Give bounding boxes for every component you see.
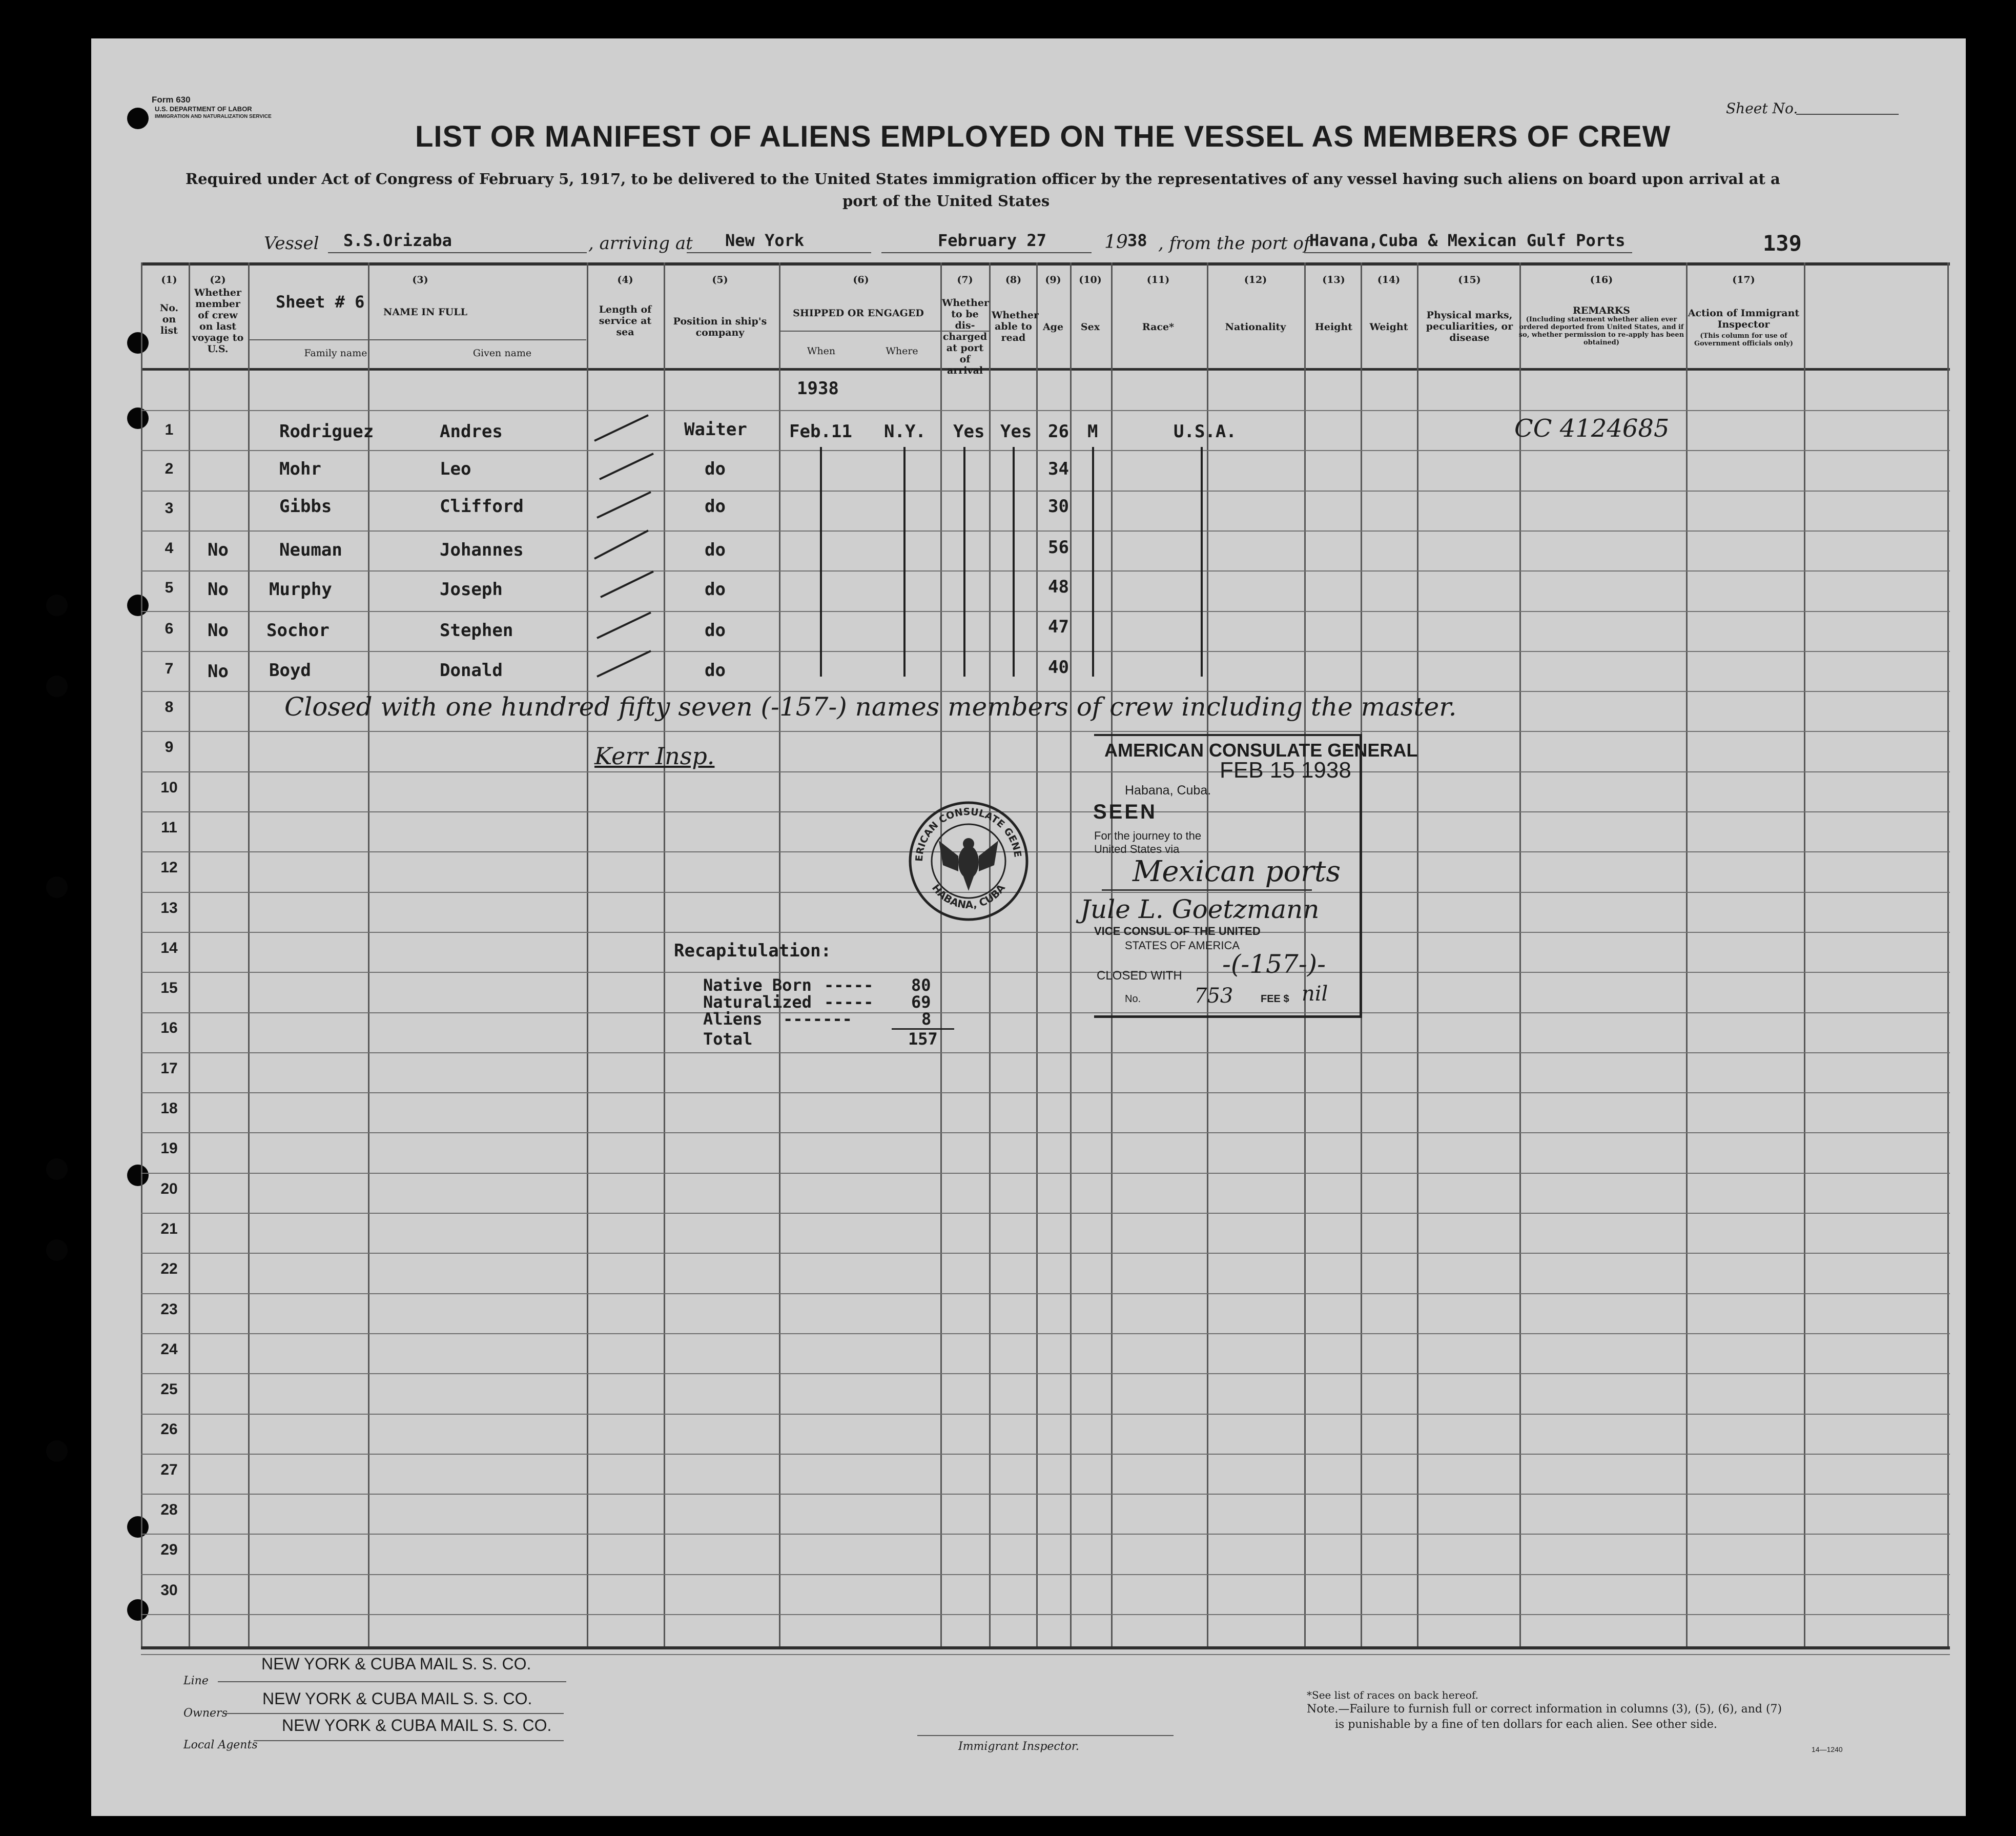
position: do [705, 540, 726, 560]
service-ticks [594, 415, 653, 677]
stamp-fee-value: nil [1302, 982, 1328, 1006]
col-header: Race* [1142, 321, 1175, 333]
family-name: Mohr [279, 459, 321, 479]
footer-note-line2: is punishable by a fine of ten dollars for each alien. See other side. [1335, 1718, 1717, 1731]
position: Waiter [684, 419, 747, 440]
given-name: Clifford [440, 496, 524, 517]
stamp-vice-consul-1: VICE CONSUL OF THE UNITED [1094, 925, 1261, 937]
stamp-via-value: Mexican ports [1133, 855, 1341, 888]
stamp-header: AMERICAN CONSULATE GENERAL [1104, 740, 1418, 761]
department-label: U.S. DEPARTMENT OF LABOR [155, 105, 252, 113]
row-number: 11 [161, 819, 177, 836]
age: 48 [1048, 577, 1069, 597]
row-number: 8 [164, 699, 174, 716]
stamp-fee-label: FEE $ [1261, 993, 1289, 1005]
family-name: Murphy [269, 579, 332, 600]
inspector-initials: Kerr Insp. [594, 742, 715, 770]
year-prefix: 19 [1104, 232, 1128, 253]
tick-mark [600, 454, 653, 479]
row-number: 3 [164, 500, 174, 517]
col-header-num: (14) [1377, 274, 1401, 285]
closing-note: Closed with one hundred fifty seven (-157-) names members of crew including the master. [284, 692, 1457, 722]
when-header: When [807, 345, 836, 357]
page-title: LIST OR MANIFEST OF ALIENS EMPLOYED ON THE VESSEL AS MEMBERS OF CREW [415, 120, 1671, 153]
footer-races-note: *See list of races on back hereof. [1307, 1689, 1479, 1701]
col-header-num: (11) [1146, 274, 1170, 285]
recap-value: 157 [908, 1029, 938, 1049]
col-header-num: (2) [210, 274, 226, 285]
footer-owners-rule [225, 1713, 564, 1714]
col-header: Whether able to read [992, 310, 1039, 343]
col-header-num: (9) [1045, 274, 1061, 285]
row-number: 29 [160, 1541, 178, 1558]
inspector-signature-line [917, 1735, 1174, 1736]
row-number: 1 [164, 421, 174, 438]
age: 40 [1048, 657, 1069, 678]
recap-value: 80 [911, 975, 931, 995]
row-number: 22 [160, 1260, 178, 1277]
position: do [705, 579, 726, 600]
row-number: 20 [160, 1180, 178, 1197]
year-value: 38 [1127, 231, 1147, 250]
row-number: 10 [160, 779, 178, 796]
position: do [705, 496, 726, 517]
col-header: Physical marks, peculiarities, or disease [1426, 310, 1513, 343]
eagle-emblem-icon [939, 838, 998, 891]
stamp-closed-label: CLOSED WITH [1097, 969, 1182, 983]
row-number: 9 [164, 739, 174, 756]
col-header-num: (6) [853, 274, 869, 285]
last-voyage: No [208, 620, 229, 641]
sheet-no-label: Sheet No. [1726, 100, 1798, 117]
given-name: Donald [440, 660, 503, 681]
sex: M [1087, 421, 1098, 442]
col-header-num: (5) [712, 274, 728, 285]
family-name: Gibbs [279, 496, 332, 517]
position: do [705, 660, 726, 681]
row-number: 19 [160, 1140, 178, 1157]
family-name: Sochor [266, 620, 330, 641]
col-header: Nationality [1225, 321, 1286, 333]
col-header-name: NAME IN FULL [383, 307, 467, 318]
recap-dashes: ----- [824, 992, 874, 1012]
stamp-signature: Jule L. Goetzmann [1080, 894, 1320, 924]
given-name: Joseph [440, 579, 503, 600]
row-number: 13 [160, 900, 178, 916]
stamp-vice-consul-2: STATES OF AMERICA [1125, 939, 1240, 952]
stamp-city: Habana, Cuba. [1125, 783, 1211, 798]
row-number: 25 [160, 1381, 178, 1398]
recap-dashes: ------- [783, 1009, 852, 1029]
departure-port: Havana,Cuba & Mexican Gulf Ports [1309, 231, 1626, 250]
col-header: Height [1314, 321, 1353, 333]
row-number: 21 [160, 1220, 178, 1237]
row-number: 6 [164, 620, 174, 637]
action-note: (This column for use of Government officials only) [1694, 332, 1793, 348]
vessel-name: S.S.Orizaba [343, 231, 452, 250]
recap-title: Recapitulation: [674, 941, 832, 961]
subtitle-line1: Required under Act of Congress of February 5, 1917, to be delivered to the United States immigration officer by the representatives of any vessel having such aliens on board upon arrival at a [186, 170, 1780, 188]
family-name-header: Family name [304, 348, 367, 359]
tick-mark [597, 492, 651, 518]
age: 30 [1048, 496, 1069, 517]
position: do [705, 620, 726, 641]
col-header-num: (4) [617, 274, 633, 285]
shipped-where: N.Y. [884, 421, 926, 442]
consulate-seal [907, 800, 1030, 923]
footer-line-value: NEW YORK & CUBA MAIL S. S. CO. [261, 1655, 531, 1673]
row-number: 5 [164, 579, 174, 596]
row-number: 18 [160, 1100, 178, 1117]
able-to-read: Yes [1000, 421, 1032, 442]
recap-label: Native Born [703, 975, 812, 995]
recap-dashes: ----- [824, 975, 874, 995]
seal-bottom-text: HABANA, CUBA [929, 882, 1008, 911]
recap-value: 8 [921, 1009, 932, 1029]
stamp-seen: SEEN [1093, 801, 1157, 823]
col-header: Age [1042, 321, 1064, 333]
family-name: Rodriguez [279, 421, 374, 442]
where-header: Where [886, 345, 918, 357]
recap-value: 69 [911, 992, 931, 1012]
row-number: 26 [160, 1421, 178, 1438]
subtitle-line2: port of the United States [842, 192, 1050, 210]
page-number: 139 [1763, 231, 1802, 256]
age: 26 [1048, 421, 1069, 442]
last-voyage: No [208, 540, 229, 560]
stamp-journey-1: For the journey to the [1094, 829, 1202, 842]
footer-print-code: 14—1240 [1812, 1745, 1843, 1753]
footer-line-rule [218, 1681, 566, 1682]
col-header: Length of service at sea [599, 304, 652, 338]
tick-mark [594, 531, 648, 559]
given-name: Leo [440, 459, 471, 479]
age: 34 [1048, 459, 1069, 479]
via-underline [1102, 889, 1312, 891]
row-number: 30 [160, 1582, 178, 1599]
tick-mark [601, 572, 653, 597]
service-label: IMMIGRATION AND NATURALIZATION SERVICE [155, 114, 272, 119]
col-header: No. on list [159, 302, 179, 336]
arriving-port: New York [725, 231, 805, 250]
col-header-num: (12) [1244, 274, 1267, 285]
recap-label: Aliens [703, 1009, 763, 1029]
ditto-lines [821, 447, 1202, 677]
sheet-note: Sheet # 6 [276, 292, 365, 312]
stamp-fee-no-label: No. [1125, 993, 1141, 1005]
arrival-date: February 27 [938, 231, 1046, 250]
age: 47 [1048, 617, 1069, 637]
row-number: 2 [164, 460, 174, 477]
col-header-num: (8) [1005, 274, 1022, 285]
given-name: Andres [440, 421, 503, 442]
last-voyage: No [208, 661, 229, 682]
col-header: REMARKS [1572, 305, 1631, 316]
race: U.S.A. [1174, 421, 1237, 442]
stamp-fee-no-value: 753 [1194, 984, 1233, 1008]
shipped-when: Feb.11 [789, 421, 852, 442]
tick-mark [597, 613, 651, 638]
col-header-num: (1) [161, 274, 177, 285]
col-header: Action of Immigrant Inspector [1688, 308, 1800, 330]
col-header-num: (17) [1732, 274, 1755, 285]
footer-agents-label: Local Agents [183, 1739, 258, 1751]
footer-agents-rule [254, 1740, 564, 1741]
row-number: 24 [160, 1341, 178, 1358]
row-number: 14 [160, 940, 178, 956]
vessel-label: Vessel [264, 233, 319, 254]
col-header-num: (13) [1322, 274, 1345, 285]
col-header-num: (7) [957, 274, 973, 285]
family-name: Neuman [279, 540, 342, 560]
footer-agents-value: NEW YORK & CUBA MAIL S. S. CO. [282, 1716, 552, 1735]
row-number: 4 [164, 540, 174, 557]
col-header-num: (10) [1079, 274, 1102, 285]
footer-owners-label: Owners [183, 1707, 228, 1720]
col-header-num: (3) [412, 274, 428, 285]
footer-line-label: Line [183, 1675, 209, 1687]
col-header: Position in ship's company [673, 316, 767, 338]
col-header: Whether member of crew on last voyage to U.S. [192, 287, 244, 355]
stamp-closed-value: -(-157-)- [1222, 949, 1326, 979]
discharged: Yes [953, 421, 985, 442]
col-header-num: (16) [1590, 274, 1613, 285]
col-header: Whether to be dis-charged at port of arrival [942, 297, 989, 376]
footer-note-line1: Note.—Failure to furnish full or correct information in columns (3), (5), (6), and (7) [1307, 1703, 1782, 1716]
form-number: Form 630 [152, 95, 191, 105]
recap-label: Total [703, 1029, 753, 1049]
family-name: Boyd [269, 660, 311, 681]
col-header: Sex [1080, 321, 1100, 333]
footer-inspector-label: Immigrant Inspector. [958, 1740, 1079, 1753]
row-number: 23 [160, 1301, 178, 1318]
row-number: 12 [160, 859, 178, 876]
given-name: Johannes [440, 540, 524, 560]
given-name-header: Given name [472, 348, 532, 359]
remarks-note: (Including statement whether alien ever ordered deported from United States, and if so, whether permission to re-apply has been obtained) [1518, 316, 1684, 346]
year-header: 1938 [797, 378, 839, 399]
remarks-cc-number: CC 4124685 [1514, 414, 1670, 443]
recap-label: Naturalized [703, 992, 812, 1012]
row-number: 28 [160, 1501, 178, 1518]
age: 56 [1048, 537, 1069, 558]
footer-owners-value: NEW YORK & CUBA MAIL S. S. CO. [262, 1689, 532, 1708]
tick-mark [597, 651, 651, 677]
col-header: SHIPPED OR ENGAGED [793, 308, 924, 319]
last-voyage: No [208, 579, 229, 600]
row-number: 17 [160, 1060, 178, 1077]
given-name: Stephen [440, 620, 513, 641]
row-number: 16 [160, 1019, 178, 1036]
from-port-label: , from the port of [1158, 233, 1310, 254]
position: do [705, 459, 726, 479]
row-number: 7 [164, 660, 174, 677]
seal-top-text: ERICAN CONSULATE GENE [913, 806, 1023, 862]
col-header-num: (15) [1458, 274, 1481, 285]
stamp-journey-2: United States via [1094, 843, 1180, 855]
tick-mark [594, 415, 648, 441]
col-header: Weight [1369, 321, 1408, 333]
arriving-label: , arriving at [588, 233, 693, 254]
row-number: 27 [160, 1461, 178, 1478]
row-number: 15 [160, 980, 178, 996]
stamp-date: FEB 15 1938 [1220, 758, 1351, 783]
